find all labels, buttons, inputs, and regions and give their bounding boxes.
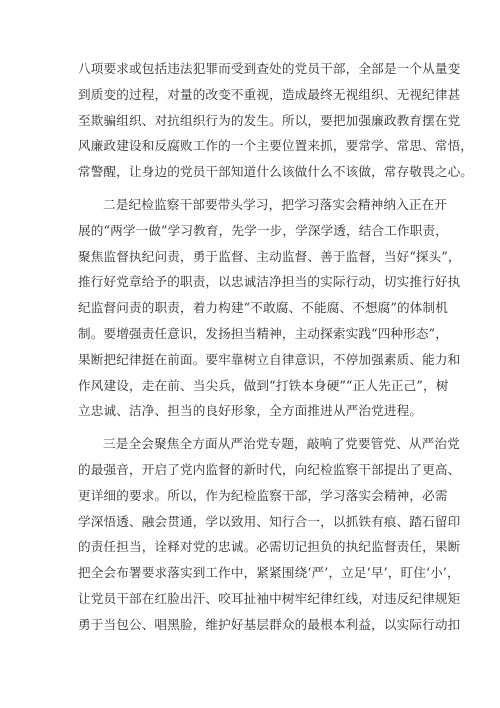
text-line: 更详细的要求。所以，作为纪检监察干部，学习落实会精神，必需 (78, 487, 448, 503)
text-line: 常警醒，让身边的党员干部知道什么该做什么不该做，常存敬畏之心。 (78, 164, 474, 180)
text-line: 八项要求或包括违法犯罪而受到查处的党员干部，全部是一个从量变 (78, 61, 461, 76)
document-body (78, 56, 474, 645)
text-line: 到质变的过程，对量的改变不重视，造成最终无视组织、无视纪律甚 (78, 86, 461, 102)
text-line: 的责任担当，诠释对党的忠诚。必需切记担负的执纪监督责任，果断 (78, 539, 461, 555)
text-line: 推行好党章给予的职责，以忠诚洁净担当的实际行动，切实推行好执 (78, 274, 461, 290)
text-line: 把全会布署要求落实到工作中，紧紧围绕‘严’，立足‘早’，盯住‘小’， (78, 565, 460, 581)
text-line: 的最强音，开启了党内监督的新时代，向纪检监察干部提出了更高、 (78, 461, 461, 477)
text-line: 三是全会聚焦全方面从严治党专题，敲响了党要管党、从严治党 (103, 436, 460, 452)
text-line: 作风建设，走在前、当尖兵，做到“打铁本身硬”“正人先正己”，树 (78, 377, 449, 393)
paragraph-3 (78, 431, 461, 637)
text-line: 果断把纪律挺在前面。要牢靠树立自律意识，不停加强素质、能力和 (78, 351, 461, 367)
text-line: 展的“两学一做”学习教育，先学一步，学深学透，结合工作职责， (78, 222, 449, 238)
text-line: 立忠诚、洁净、担当的良好形象，全方面推进从严治党进程。 (78, 403, 423, 419)
text-line: 勇于当包公、唱黑脸，维护好基层群众的最根本利益，以实际行动扣 (78, 616, 461, 632)
text-line: 风廉政建设和反腐败工作的一个主要位置来抓，要常学、常思、常悟， (78, 138, 474, 154)
paragraph-1 (78, 56, 474, 185)
text-line: 纪监督问责的职责，着力构建“不敢腐、不能腐、不想腐”的体制机 (78, 300, 449, 316)
text-line: 聚焦监督执纪问责，勇于监督、主动监督、善于监督，当好“探头”， (78, 248, 461, 264)
text-line: 二是纪检监察干部要带头学习，把学习落实会精神纳入正在开 (103, 196, 448, 212)
paragraph-2 (78, 192, 461, 424)
text-line: 让党员干部在红脸出汗、咬耳扯袖中树牢纪律红线，对违反纪律规矩 (78, 590, 461, 606)
text-line: 制。要增强责任意识，发扬担当精神，主动探索实践“四种形态”， (78, 325, 449, 341)
text-line: 至欺骗组织、对抗组织行为的发生。所以，要把加强廉政教育摆在党 (78, 112, 461, 128)
text-line: 学深悟透、融会贯通，学以致用、知行合一，以抓铁有痕、踏石留印 (78, 513, 461, 529)
